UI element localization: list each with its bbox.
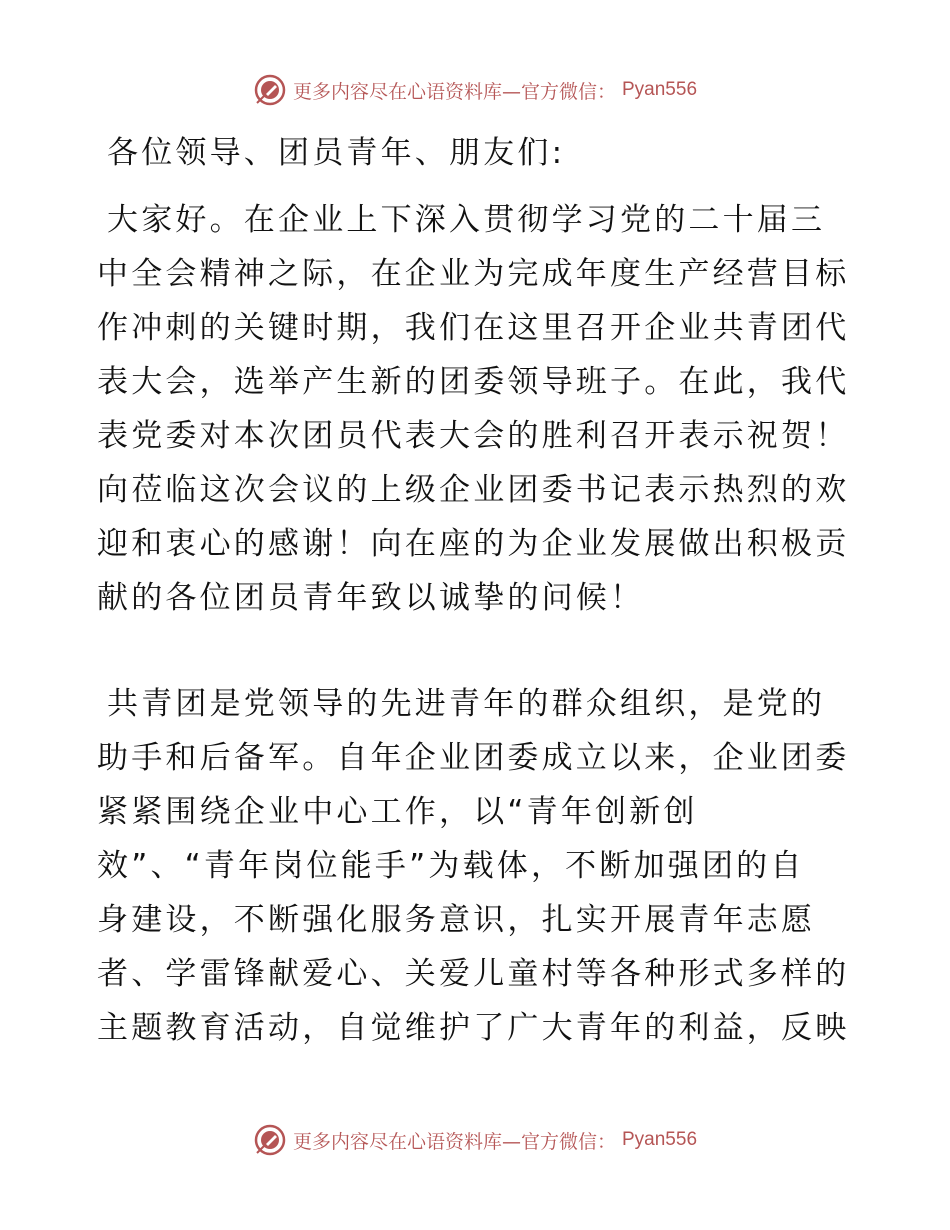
text-line: 主题教育活动，自觉维护了广大青年的利益，反映 (97, 1010, 850, 1046)
header-banner-text: 更多内容尽在心语资料库—官方微信： (292, 80, 616, 103)
document-body (97, 126, 857, 180)
text-line: 向莅临这次会议的上级企业团委书记表示热烈的欢 (97, 472, 850, 508)
header-watermark (0, 70, 950, 110)
footer-wechat-id: Pyan556 (622, 1129, 698, 1150)
text-line: 助手和后备军。自年企业团委成立以来，企业团委 (97, 740, 850, 776)
text-line: 紧紧围绕企业中心工作，以“青年创新创 (97, 794, 698, 830)
text-line: 表党委对本次团员代表大会的胜利召开表示祝贺！ (97, 418, 850, 454)
greeting-line: 各位领导、团员青年、朋友们: (107, 135, 566, 171)
pen-logo-icon (253, 1123, 287, 1157)
text-line: 者、学雷锋献爱心、关爱儿童村等各种形式多样的 (97, 956, 850, 992)
text-line: 表大会，选举产生新的团委领导班子。在此，我代 (97, 364, 850, 400)
footer-watermark (0, 1120, 950, 1160)
text-line: 身建设，不断强化服务意识，扎实开展青年志愿 (97, 902, 816, 938)
header-wechat-id: Pyan556 (622, 79, 698, 100)
pen-logo-icon (253, 73, 287, 107)
footer-banner-text: 更多内容尽在心语资料库—官方微信： (292, 1130, 616, 1153)
text-line: 作冲刺的关键时期，我们在这里召开企业共青团代 (97, 310, 850, 346)
text-line: 中全会精神之际，在企业为完成年度生产经营目标 (97, 256, 850, 292)
text-line: 大家好。在企业上下深入贯彻学习党的二十届三 (107, 202, 826, 238)
text-line: 迎和衷心的感谢！向在座的为企业发展做出积极贡 (97, 526, 850, 562)
greeting (97, 126, 857, 180)
paragraph-league (97, 677, 857, 1055)
text-line: 效”、“青年岗位能手”为载体，不断加强团的自 (97, 848, 805, 884)
text-line: 共青团是党领导的先进青年的群众组织，是党的 (107, 686, 826, 722)
paragraph-welcome (97, 193, 857, 625)
text-line: 献的各位团员青年致以诚挚的问候！ (97, 580, 645, 616)
